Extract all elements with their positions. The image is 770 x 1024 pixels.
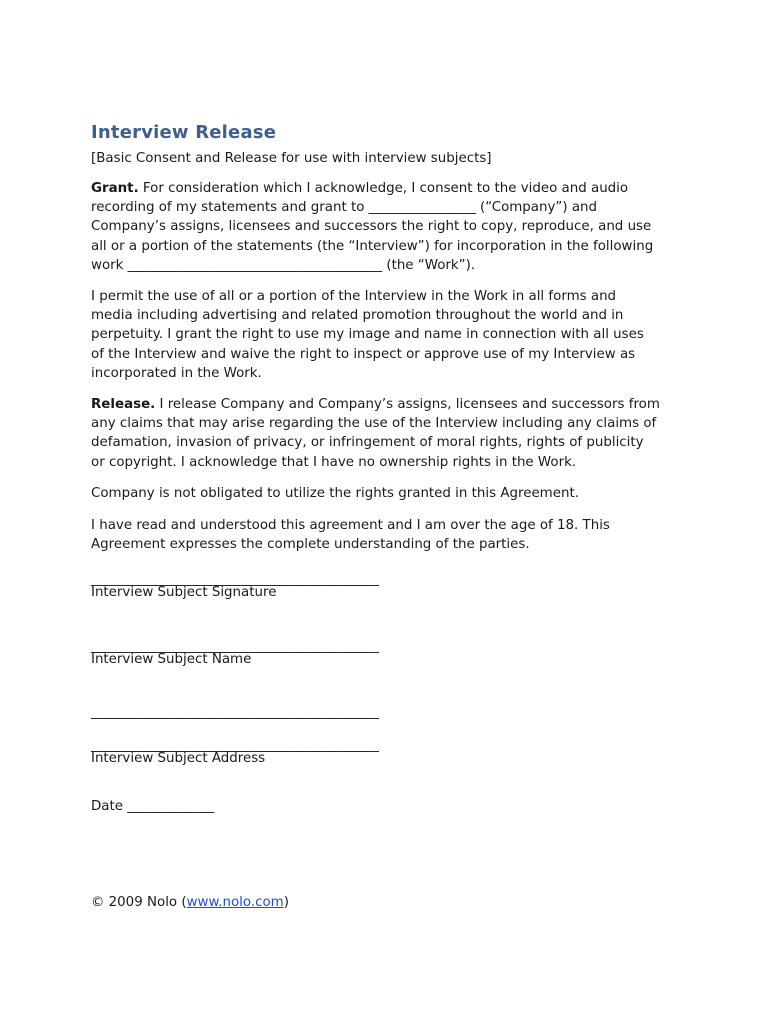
permit-paragraph	[91, 287, 691, 383]
grant-line-5: work ______________________________________ (the “Work”).	[91, 257, 476, 273]
address-label: Interview Subject Address	[91, 751, 266, 766]
release-line-1	[91, 395, 691, 414]
signature-blank-line[interactable]: ___________________________________________	[91, 572, 379, 587]
understanding-line-2: Agreement expresses the complete understanding of the parties.	[91, 537, 530, 553]
release-text: I release Company and Company’s assigns, licensees and successors from	[155, 397, 660, 412]
document-subtitle: [Basic Consent and Release for use with interview subjects]	[91, 151, 492, 166]
obligation-paragraph: Company is not obligated to utilize the rights granted in this Agreement.	[91, 486, 579, 501]
grant-line-4: all or a portion of the statements (the “Interview”) for incorporation in the following	[91, 238, 654, 254]
permit-line-5: incorporated in the Work.	[91, 365, 262, 381]
understanding-line-1: I have read and understood this agreement and I am over the age of 18. This	[91, 518, 610, 533]
date-field[interactable]: Date _____________	[91, 799, 215, 814]
permit-line-2: media including advertising and related promotion throughout the world and in	[91, 308, 624, 324]
nolo-link[interactable]: www.nolo.com	[186, 895, 284, 910]
grant-line-2: recording of my statements and grant to ________________ (“Company”) and	[91, 200, 598, 216]
permit-line-4: of the Interview and waive the right to inspect or approve use of my Interview as	[91, 346, 636, 362]
name-label: Interview Subject Name	[91, 652, 252, 667]
grant-line-1	[91, 179, 691, 198]
signature-label: Interview Subject Signature	[91, 585, 277, 600]
address-blank-line-2[interactable]: ___________________________________________	[91, 738, 379, 753]
grant-paragraph	[91, 179, 691, 275]
release-paragraph	[91, 395, 691, 472]
footer-suffix: )	[283, 895, 289, 910]
understanding-paragraph	[91, 516, 691, 554]
release-line-2: any claims that may arise regarding the use of the Interview including any claims of	[91, 416, 657, 432]
grant-line-3: Company’s assigns, licensees and successors the right to copy, reproduce, and use	[91, 219, 652, 235]
permit-line-3: perpetuity. I grant the right to use my image and name in connection with all uses	[91, 327, 644, 343]
address-blank-line-1[interactable]: ___________________________________________	[91, 705, 379, 720]
footer-prefix: © 2009 Nolo (	[91, 895, 187, 910]
grant-text: For consideration which I acknowledge, I consent to the video and audio	[138, 181, 629, 196]
release-line-4: or copyright. I acknowledge that I have no ownership rights in the Work.	[91, 454, 577, 470]
document-title: Interview Release	[91, 122, 277, 143]
grant-heading: Grant.	[91, 181, 139, 196]
release-line-3: defamation, invasion of privacy, or infringement of moral rights, rights of publicity	[91, 435, 644, 451]
release-heading: Release.	[91, 397, 156, 412]
copyright-footer	[91, 893, 289, 912]
permit-line-1: I permit the use of all or a portion of the Interview in the Work in all forms and	[91, 289, 617, 304]
name-blank-line[interactable]: ___________________________________________	[91, 639, 379, 654]
